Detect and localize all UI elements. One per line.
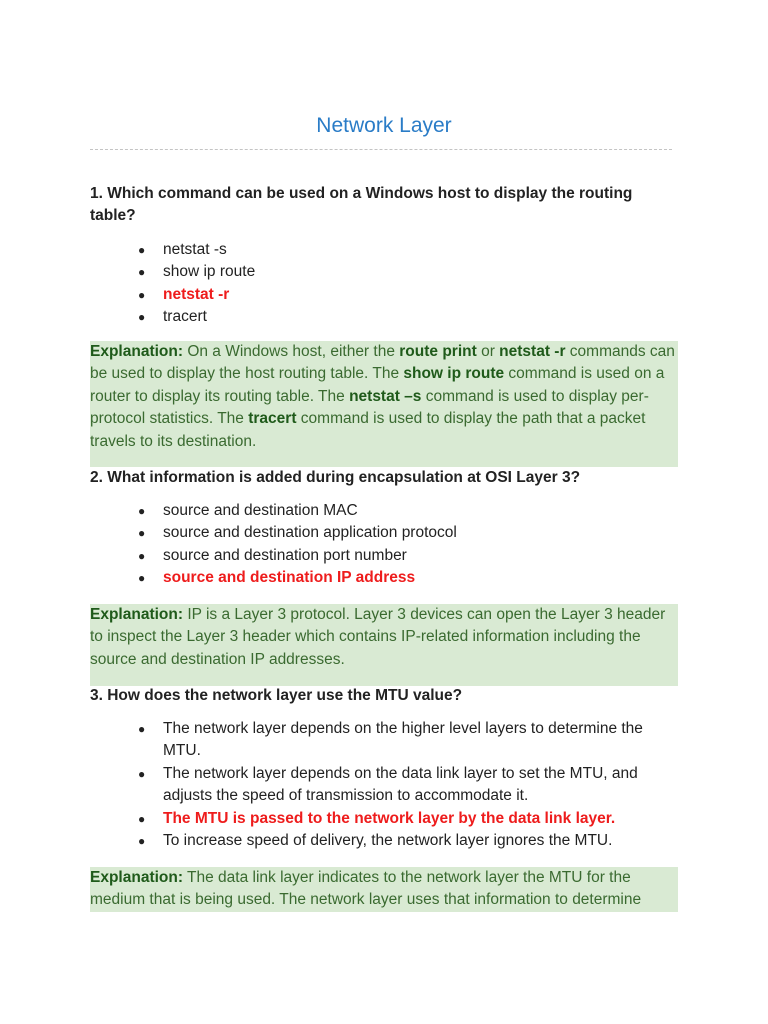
option-item: ● The network layer depends on the data link layer to set the MTU, and adjusts the speed of transmission to accommodate it. xyxy=(138,764,638,805)
bullet-icon: ● xyxy=(138,571,146,586)
bullet-icon: ● xyxy=(138,243,146,257)
option-item-correct: ● netstat -r xyxy=(90,284,678,306)
bullet-icon: ● xyxy=(138,722,146,736)
question-2-explanation: Explanation: IP is a Layer 3 protocol. Layer 3 devices can open the Layer 3 header to inspect the Layer 3 header which contains IP-related information including the source and destination IP addresses. xyxy=(90,604,678,686)
question-3-options xyxy=(90,718,678,852)
option-item: ● netstat -s xyxy=(90,239,678,261)
bullet-icon: ● xyxy=(138,287,146,302)
option-item: ● show ip route xyxy=(90,261,678,283)
bullet-icon: ● xyxy=(138,265,146,280)
option-item: ● source and destination application protocol xyxy=(90,522,678,544)
bullet-icon: ● xyxy=(138,526,146,541)
bullet-icon: ● xyxy=(138,766,146,781)
bullet-icon: ● xyxy=(138,310,146,325)
bullet-icon: ● xyxy=(138,811,146,826)
question-1-options xyxy=(90,239,678,329)
question-3-explanation: Explanation: The data link layer indicates to the network layer the MTU for the medium that is being used. The network layer uses that information to determine xyxy=(90,867,678,912)
question-3-prompt: 3. How does the network layer use the MTU value? xyxy=(90,687,463,704)
option-item: ● To increase speed of delivery, the network layer ignores the MTU. xyxy=(90,830,678,852)
option-item-correct: ● source and destination IP address xyxy=(90,567,678,589)
option-item: ● The network layer depends on the higher level layers to determine the MTU. xyxy=(138,720,643,760)
question-2-prompt: 2. What information is added during encapsulation at OSI Layer 3? xyxy=(90,469,581,486)
page-title: Network Layer xyxy=(316,114,452,137)
bullet-icon: ● xyxy=(138,834,146,849)
question-1-explanation: Explanation: On a Windows host, either the route print or netstat -r commands can be used to display the host routing table. The show ip route command is used on a router to display its routing table. The netstat –s command is used to display per-protocol statistics. The tracert command is used to display the path that a packet travels to its destination. xyxy=(90,341,678,467)
bullet-icon: ● xyxy=(138,548,146,563)
option-item: ● tracert xyxy=(90,306,678,328)
option-item-correct: ● The MTU is passed to the network layer by the data link layer. xyxy=(90,808,678,830)
option-item: ● source and destination MAC xyxy=(90,500,678,522)
explanation-text: On a Windows host, either the route print or netstat -r commands can be used to display the host routing table. The show ip route command is used on a router to display its routing table. The netstat –s command is used to display per-protocol statistics. The tracert command is used to display the path that a packet travels to its destination. xyxy=(90,343,675,450)
option-item: ● source and destination port number xyxy=(90,545,678,567)
question-1-prompt: 1. Which command can be used on a Windows host to display the routing table? xyxy=(90,185,633,224)
explanation-text: IP is a Layer 3 protocol. Layer 3 devices can open the Layer 3 header to inspect the Layer 3 header which contains IP-related information including the source and destination IP addresses. xyxy=(90,606,666,668)
bullet-icon: ● xyxy=(138,504,146,518)
title-divider xyxy=(90,149,672,150)
question-2-options xyxy=(90,500,678,590)
explanation-text: The data link layer indicates to the network layer the MTU for the medium that is being used. The network layer uses that information to determine xyxy=(90,869,642,909)
